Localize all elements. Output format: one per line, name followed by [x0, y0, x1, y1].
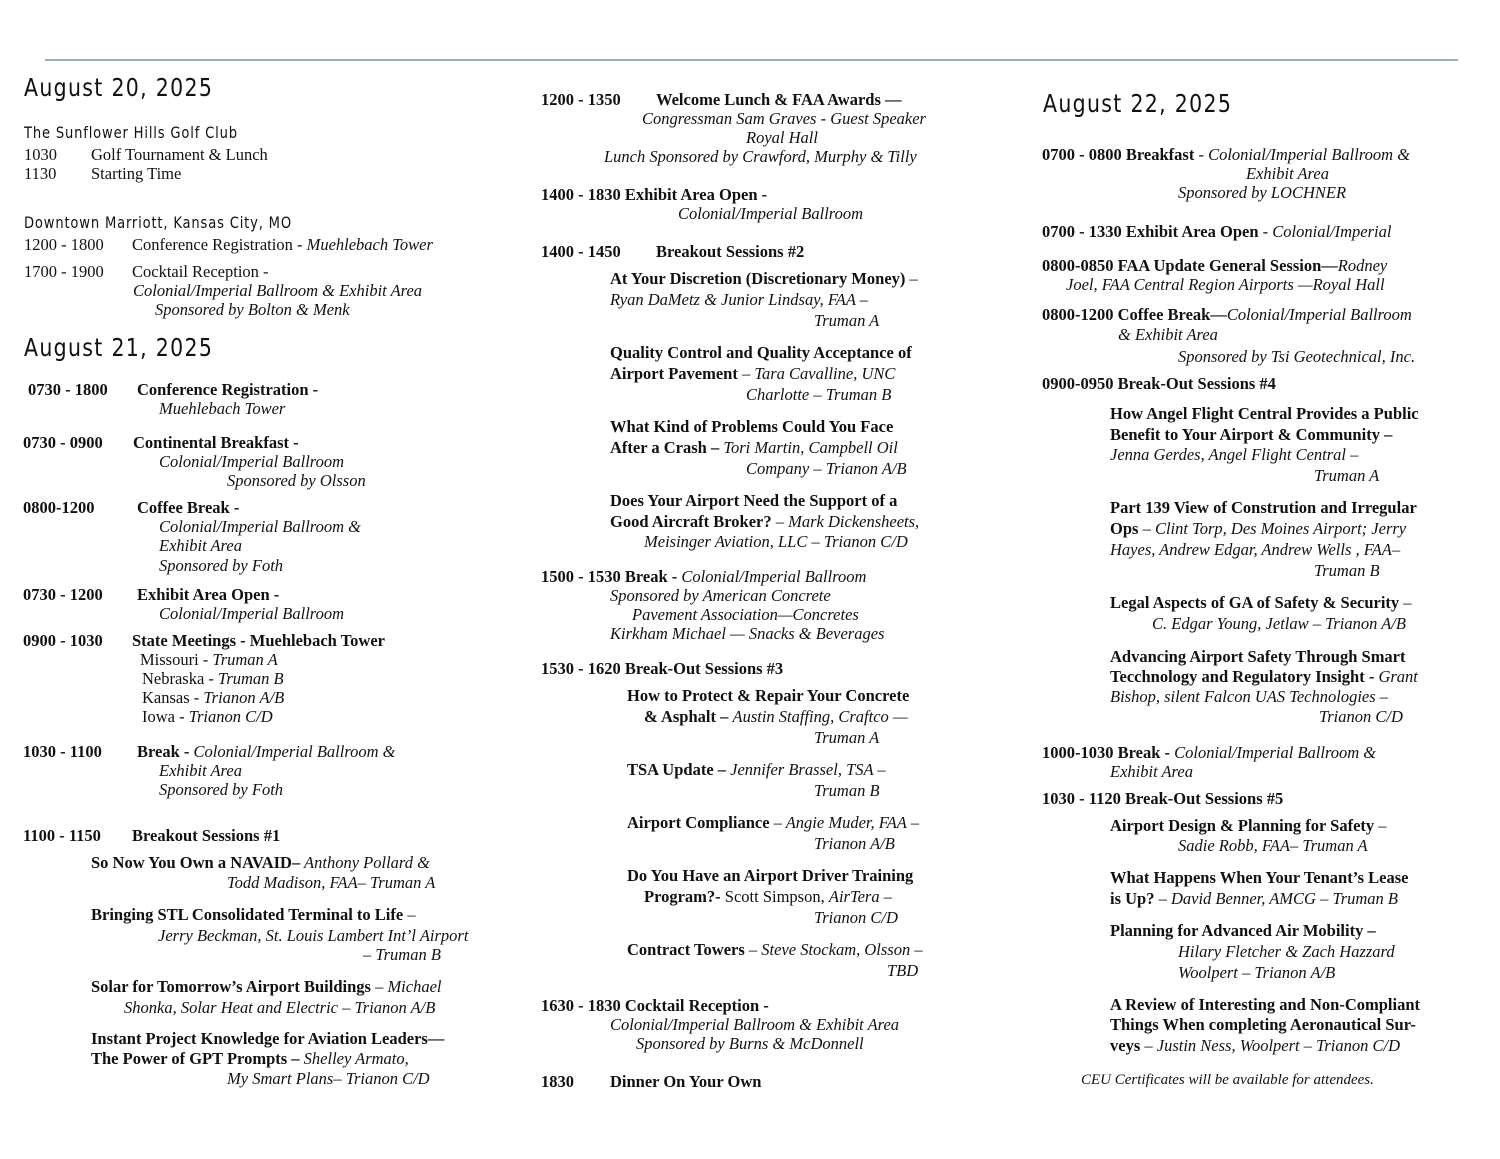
- session-smart-tech: [1110, 667, 1418, 687]
- event-title: Welcome Lunch & FAA Awards —: [656, 90, 902, 109]
- state-row: [142, 669, 284, 689]
- venue-golf-club: The Sunflower Hills Golf Club: [24, 123, 238, 142]
- text-line: [541, 242, 621, 262]
- text-line: [610, 624, 884, 644]
- sponsor: Sponsored by American Concrete: [610, 586, 831, 605]
- event-title: Continental Breakfast -: [133, 433, 299, 452]
- text-run: – Justin Ness, Woolpert – Trianon C/D: [1140, 1036, 1401, 1055]
- text-run: Colonial/Imperial Ballroom &: [1174, 743, 1377, 762]
- text-line: [814, 728, 879, 748]
- sponsor: Sponsored by Foth: [159, 556, 284, 575]
- location: Muehlebach Tower: [306, 235, 433, 254]
- event-title: 1030 - 1120 Break-Out Sessions #5: [1042, 789, 1284, 808]
- event-exhibit: [1042, 222, 1391, 242]
- text-run: –: [905, 269, 918, 288]
- text-line: [28, 380, 108, 400]
- text-run: Tecchnology and Regulatory Insight -: [1110, 667, 1379, 686]
- sponsor: Sponsored by Foth: [159, 780, 284, 799]
- text-run: – Tara Cavalline, UNC: [737, 364, 896, 383]
- session-concrete: [644, 707, 908, 727]
- text-run: Good Aircraft Broker?: [610, 512, 772, 531]
- sponsor: Sponsored by LOCHNER: [1178, 183, 1347, 202]
- session-title: How Angel Flight Central Provides a Public: [1110, 404, 1419, 423]
- text-line: [627, 686, 909, 706]
- text-run: Conference Registration -: [132, 235, 307, 254]
- text-line: [627, 866, 913, 886]
- text-line: [541, 185, 767, 205]
- session-title: Advancing Airport Safety Through Smart: [1110, 647, 1406, 666]
- text-line: [644, 532, 908, 552]
- room: Trianon C/D: [814, 908, 898, 927]
- speaker: Jenna Gerdes, Angel Flight Central –: [1110, 445, 1359, 464]
- session-driver: [644, 887, 892, 907]
- text-line: [1042, 789, 1283, 809]
- time: 1030 - 1100: [23, 742, 102, 761]
- text-run: – Clint Torp, Des Moines Airport; Jerry: [1138, 519, 1407, 538]
- text-line: [23, 433, 103, 453]
- session-title: Benefit to Your Airport & Community –: [1110, 425, 1393, 444]
- room: Trianon A/B: [814, 834, 895, 853]
- text-line: [636, 1034, 864, 1054]
- speaker: Congressman Sam Graves - Guest Speaker: [642, 109, 926, 128]
- text-line: [541, 1072, 574, 1092]
- text-run: 1500 - 1530 Break -: [541, 567, 682, 586]
- text-run: 0800-1200 Coffee Break—: [1042, 305, 1227, 324]
- text-run: Nebraska -: [142, 669, 219, 688]
- top-divider-rule: [45, 59, 1458, 61]
- room: – Truman B: [363, 945, 441, 964]
- room: Truman B: [814, 781, 880, 800]
- text-line: [1110, 762, 1193, 782]
- text-line: [159, 780, 283, 800]
- text-line: [1110, 425, 1392, 445]
- session-title: What Kind of Problems Could You Face: [610, 417, 894, 436]
- time: 1400 - 1450: [541, 242, 621, 261]
- time: 1830: [541, 1072, 574, 1091]
- room: Truman A: [1314, 466, 1380, 485]
- text-line: [814, 834, 895, 854]
- text-line: [814, 311, 879, 331]
- text-run: Contract Towers: [627, 940, 745, 959]
- session-navaid: [91, 853, 430, 873]
- text-line: [1178, 963, 1335, 983]
- text-run: Truman A: [212, 650, 278, 669]
- text-line: [1178, 942, 1395, 962]
- sponsor: Pavement Association—Concretes: [632, 605, 859, 624]
- speaker: Hilary Fletcher & Zach Hazzard: [1178, 942, 1395, 961]
- text-line: [1110, 498, 1417, 518]
- text-line: [610, 1015, 899, 1035]
- text-run: Missouri -: [140, 650, 213, 669]
- event-text: Starting Time: [91, 164, 182, 183]
- location: Exhibit Area: [1110, 762, 1193, 781]
- event-title: 1630 - 1830 Cocktail Reception -: [541, 996, 769, 1015]
- text-line: [137, 585, 279, 605]
- text-line: [1110, 921, 1376, 941]
- text-run: Legal Aspects of GA of Safety & Security: [1110, 593, 1400, 612]
- text-line: [632, 605, 859, 625]
- text-line: [159, 556, 283, 576]
- event-title: Breakout Sessions #2: [656, 242, 805, 261]
- text-line: [642, 109, 926, 129]
- text-line: [159, 761, 242, 781]
- text-line: [1178, 183, 1346, 203]
- text-line: [656, 242, 804, 262]
- text-line: [1152, 614, 1406, 634]
- location: Colonial/Imperial Ballroom & Exhibit Area: [133, 281, 423, 300]
- text-run: 0800-0850 FAA Update General Session—: [1042, 256, 1338, 275]
- text-run: Truman B: [218, 669, 284, 688]
- location: Exhibit Area: [159, 536, 242, 555]
- text-line: [541, 90, 621, 110]
- text-run: At Your Discretion (Discretionary Money): [610, 269, 906, 288]
- text-run: Colonial/Imperial Ballroom: [681, 567, 867, 586]
- sponsor: Sponsored by Burns & McDonnell: [636, 1034, 864, 1053]
- text-run: The Power of GPT Prompts –: [91, 1049, 304, 1068]
- event-title: Cocktail Reception -: [132, 262, 269, 281]
- text-run: Colonial/Imperial Ballroom: [1226, 305, 1412, 324]
- text-line: [1178, 347, 1415, 367]
- text-run: Airport Compliance: [627, 813, 770, 832]
- text-line: [158, 926, 468, 946]
- text-line: [1110, 995, 1420, 1015]
- state-row: [140, 650, 278, 670]
- venue-marriott: Downtown Marriott, Kansas City, MO: [24, 213, 292, 232]
- text-run: 1000-1030 Break -: [1042, 743, 1175, 762]
- text-line: [678, 204, 863, 224]
- speaker: Bishop, silent Falcon UAS Technologies –: [1110, 687, 1389, 706]
- text-line: [227, 471, 366, 491]
- text-run: Program?-: [644, 887, 721, 906]
- text-line: [23, 631, 103, 651]
- event-registration: [132, 235, 433, 255]
- location: Colonial/Imperial Ballroom: [159, 452, 345, 471]
- session-crash: [610, 438, 898, 458]
- text-run: 0700 - 0800 Breakfast: [1042, 145, 1195, 164]
- text-line: [814, 781, 880, 801]
- session-compliance: [627, 813, 919, 833]
- date-heading-aug-20: August 20, 2025: [24, 73, 214, 102]
- room: Woolpert – Trianon A/B: [1178, 963, 1336, 982]
- event-coffee: [1042, 305, 1412, 325]
- text-run: Anthony Pollard &: [300, 853, 430, 872]
- text-line: [656, 90, 902, 110]
- text-run: Jennifer Brassel, TSA –: [730, 760, 886, 779]
- room: Trianon C/D: [1319, 707, 1403, 726]
- speaker: Sadie Robb, FAA– Truman A: [1178, 836, 1368, 855]
- text-line: [124, 998, 435, 1018]
- text-line: [610, 343, 912, 363]
- text-line: [746, 128, 818, 148]
- room: TBD: [887, 961, 919, 980]
- text-run: Colonial/Imperial Ballroom &: [193, 742, 396, 761]
- session-lease: [1110, 889, 1398, 909]
- text-run: Trianon C/D: [188, 707, 273, 726]
- text-line: [23, 585, 103, 605]
- state-row: [142, 707, 273, 727]
- text-line: [1246, 164, 1329, 184]
- speaker: Ryan DaMetz & Junior Lindsay, FAA –: [610, 290, 869, 309]
- room: Truman B: [1314, 561, 1380, 580]
- text-run: – Steve Stockam, Olsson –: [744, 940, 923, 959]
- room: Charlotte – Truman B: [746, 385, 892, 404]
- text-line: [1319, 707, 1403, 727]
- location: Colonial/Imperial Ballroom & Exhibit Area: [610, 1015, 900, 1034]
- session-title: Does Your Airport Need the Support of a: [610, 491, 898, 510]
- session-design: [1110, 816, 1387, 836]
- text-run: Iowa -: [142, 707, 189, 726]
- event-title: 1400 - 1830 Exhibit Area Open -: [541, 185, 768, 204]
- text-line: [1066, 275, 1385, 295]
- session-title: Do You Have an Airport Driver Training: [627, 866, 914, 885]
- session-stl: [91, 905, 416, 925]
- speaker: Meisinger Aviation, LLC – Trianon C/D: [644, 532, 908, 551]
- text-run: Bringing STL Consolidated Terminal to Life: [91, 905, 404, 924]
- speaker: Shonka, Solar Heat and Electric – Trianon A/B: [124, 998, 436, 1017]
- text-run: – David Benner, AMCG – Truman B: [1154, 889, 1399, 908]
- time: 0730 - 0900: [23, 433, 103, 452]
- text-line: [1110, 540, 1400, 560]
- text-line: [541, 659, 783, 679]
- time: 0800-1200: [23, 498, 95, 517]
- text-line: [137, 498, 239, 518]
- text-line: [610, 290, 868, 310]
- text-line: [1110, 1015, 1416, 1035]
- text-run: – Angie Muder, FAA –: [769, 813, 919, 832]
- event-title: Dinner On Your Own: [610, 1072, 762, 1091]
- sponsor: Sponsored by Tsi Geotechnical, Inc.: [1178, 347, 1416, 366]
- text-line: [23, 742, 102, 762]
- time: 0730 - 1200: [23, 585, 103, 604]
- event-title: State Meetings - Muehlebach Tower: [132, 631, 385, 650]
- session-title: A Review of Interesting and Non-Compliant: [1110, 995, 1420, 1014]
- text-line: [1110, 404, 1419, 424]
- session-title: Part 139 View of Constrution and Irregular: [1110, 498, 1417, 517]
- sponsor: Kirkham Michael — Snacks & Beverages: [610, 624, 885, 643]
- time: 1130: [24, 164, 57, 183]
- event-title: Exhibit Area Open -: [137, 585, 280, 604]
- text-line: [1110, 647, 1406, 667]
- text-run: Tori Martin, Campbell Oil: [723, 438, 898, 457]
- event-title: 1530 - 1620 Break-Out Sessions #3: [541, 659, 784, 678]
- text-line: [1042, 374, 1276, 394]
- text-run: & Asphalt –: [644, 707, 733, 726]
- sponsor: Lunch Sponsored by Crawford, Murphy & Tilly: [604, 147, 917, 166]
- text-run: Kansas -: [142, 688, 204, 707]
- date-heading-aug-22: August 22, 2025: [1043, 89, 1233, 118]
- location: Royal Hall: [746, 128, 818, 147]
- speaker: Jerry Beckman, St. Louis Lambert Int’l Airport: [158, 926, 469, 945]
- text-line: [137, 380, 318, 400]
- session-towers: [627, 940, 923, 960]
- event-break: [541, 567, 866, 587]
- location: Colonial/Imperial Ballroom &: [159, 517, 361, 536]
- text-line: [23, 826, 101, 846]
- event-title: Conference Registration -: [137, 380, 319, 399]
- room: Truman A: [814, 728, 880, 747]
- location: Exhibit Area: [159, 761, 242, 780]
- text-line: [91, 1029, 444, 1049]
- text-line: [159, 399, 285, 419]
- event-title: Coffee Break -: [137, 498, 240, 517]
- text-run: Airport Pavement: [610, 364, 738, 383]
- text-line: [1178, 836, 1368, 856]
- text-line: [1314, 561, 1380, 581]
- text-run: Trianon A/B: [203, 688, 285, 707]
- text-run: Shelley Armato,: [303, 1049, 409, 1068]
- location: Muehlebach Tower: [159, 399, 286, 418]
- time: 1100 - 1150: [23, 826, 101, 845]
- text-line: [1118, 325, 1218, 345]
- text-run: – Mark Dickensheets,: [771, 512, 920, 531]
- time: 1030: [24, 145, 57, 164]
- time: 1700 - 1900: [24, 262, 104, 281]
- text-run: After a Crash –: [610, 438, 724, 457]
- ceu-footer-note: CEU Certificates will be available for attendees.: [1081, 1072, 1374, 1088]
- text-run: –: [1399, 593, 1412, 612]
- time: 0730 - 1800: [28, 380, 108, 399]
- text-run: Ops: [1110, 519, 1139, 538]
- text-run: AirTera –: [828, 887, 892, 906]
- state-row: [142, 688, 284, 708]
- speaker: Joel, FAA Central Region Airports —Royal Hall: [1066, 275, 1385, 294]
- sponsor: Sponsored by Bolton & Menk: [155, 300, 350, 319]
- text-run: -: [1194, 145, 1209, 164]
- text-line: [887, 961, 918, 981]
- text-line: [132, 631, 385, 651]
- date-heading-aug-21: August 21, 2025: [24, 333, 214, 362]
- text-run: TSA Update –: [627, 760, 731, 779]
- text-line: [159, 452, 344, 472]
- text-line: [1110, 868, 1408, 888]
- text-run: 0700 - 1330 Exhibit Area Open: [1042, 222, 1259, 241]
- text-run: Austin Staffing, Craftco —: [732, 707, 908, 726]
- session-title: What Happens When Your Tenant’s Lease: [1110, 868, 1409, 887]
- text-line: [159, 604, 344, 624]
- session-broker: [610, 512, 919, 532]
- text-line: [363, 945, 441, 965]
- text-line: [746, 385, 891, 405]
- event-text: Golf Tournament & Lunch: [91, 145, 268, 164]
- speaker: C. Edgar Young, Jetlaw – Trianon A/B: [1152, 614, 1406, 633]
- room: Company – Trianon A/B: [746, 459, 907, 478]
- text-line: [23, 498, 95, 518]
- text-run: Scott Simpson,: [720, 887, 829, 906]
- speaker: My Smart Plans– Trianon C/D: [227, 1069, 430, 1088]
- session-title: Things When completing Aeronautical Sur-: [1110, 1015, 1416, 1034]
- text-line: [1110, 687, 1388, 707]
- text-line: [132, 826, 280, 846]
- text-line: [159, 517, 361, 537]
- session-title: Planning for Advanced Air Mobility –: [1110, 921, 1376, 940]
- text-line: [159, 536, 242, 556]
- event-break: [1042, 743, 1376, 763]
- text-run: Break -: [137, 742, 194, 761]
- session-solar: [91, 977, 442, 997]
- session-legal: [1110, 593, 1412, 613]
- event-breakfast: [1042, 145, 1410, 165]
- text-run: So Now You Own a NAVAID–: [91, 853, 301, 872]
- schedule-row: [24, 145, 57, 165]
- room: Truman A: [814, 311, 880, 330]
- text-line: [610, 586, 831, 606]
- text-run: Rodney: [1337, 256, 1388, 275]
- text-line: [814, 908, 898, 928]
- session-gpt-title: Instant Project Knowledge for Aviation Leaders—: [91, 1029, 445, 1048]
- text-run: – Michael: [370, 977, 442, 996]
- text-run: Colonial/Imperial Ballroom &: [1208, 145, 1411, 164]
- time: 1200 - 1800: [24, 235, 104, 254]
- text-run: Solar for Tomorrow’s Airport Buildings: [91, 977, 371, 996]
- session-surveys: [1110, 1036, 1400, 1056]
- speaker: Hayes, Andrew Edgar, Andrew Wells , FAA–: [1110, 540, 1401, 559]
- text-run: Grant: [1378, 667, 1418, 686]
- time: 1200 - 1350: [541, 90, 621, 109]
- event-title: Breakout Sessions #1: [132, 826, 281, 845]
- session-title: How to Protect & Repair Your Concrete: [627, 686, 910, 705]
- text-run: –: [1374, 816, 1387, 835]
- text-line: [155, 300, 350, 320]
- session-discretion: [610, 269, 918, 289]
- text-line: [541, 996, 769, 1016]
- event-title: 0900-0950 Break-Out Sessions #4: [1042, 374, 1276, 393]
- event-break: [137, 742, 396, 762]
- location: Colonial/Imperial Ballroom: [159, 604, 345, 623]
- speaker: Todd Madison, FAA– Truman A: [227, 873, 436, 892]
- text-line: [227, 873, 435, 893]
- session-part139: [1110, 519, 1406, 539]
- text-line: [604, 147, 917, 167]
- text-run: -: [1258, 222, 1273, 241]
- text-line: [1110, 445, 1358, 465]
- text-line: [610, 1072, 761, 1092]
- text-line: [610, 417, 893, 437]
- text-line: [227, 1069, 430, 1089]
- location: & Exhibit Area: [1118, 325, 1218, 344]
- text-line: [610, 491, 897, 511]
- text-run: Airport Design & Planning for Safety: [1110, 816, 1375, 835]
- time: 0900 - 1030: [23, 631, 103, 650]
- event-faa-update: [1042, 256, 1387, 276]
- text-run: –: [403, 905, 416, 924]
- text-line: [746, 459, 907, 479]
- session-pavement: [610, 364, 895, 384]
- session-gpt: [91, 1049, 409, 1069]
- sponsor: Sponsored by Olsson: [227, 471, 366, 490]
- text-run: Colonial/Imperial: [1272, 222, 1392, 241]
- text-run: veys: [1110, 1036, 1141, 1055]
- location: Exhibit Area: [1246, 164, 1329, 183]
- text-run: is Up?: [1110, 889, 1155, 908]
- session-title: Quality Control and Quality Acceptance of: [610, 343, 912, 362]
- session-tsa: [627, 760, 886, 780]
- location: Colonial/Imperial Ballroom: [678, 204, 864, 223]
- text-line: [1314, 466, 1379, 486]
- text-line: [133, 281, 422, 301]
- text-line: [133, 433, 299, 453]
